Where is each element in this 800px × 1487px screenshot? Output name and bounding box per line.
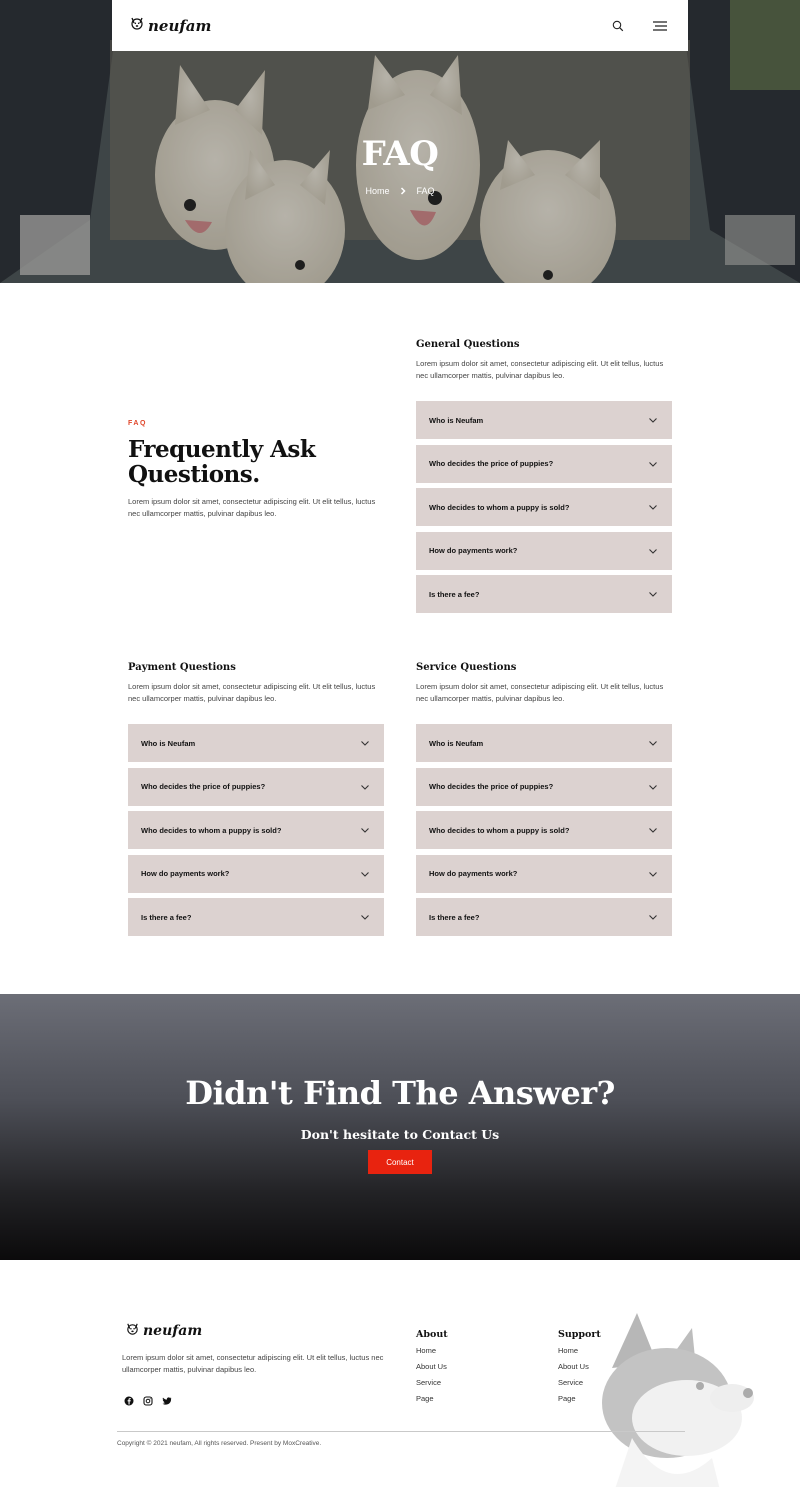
accordion-question: Who decides the price of puppies? bbox=[141, 782, 266, 791]
footer-about bbox=[416, 1329, 448, 1404]
cta-title: Didn't Find The Answer? bbox=[185, 1074, 615, 1112]
accordion-question: Who decides to whom a puppy is sold? bbox=[429, 825, 570, 835]
accordion-item[interactable] bbox=[416, 575, 672, 613]
footer-link-home[interactable]: Home bbox=[558, 1346, 579, 1355]
accordion-item[interactable] bbox=[416, 724, 672, 762]
dog-face-icon bbox=[125, 1321, 140, 1341]
accordion-question: Who is Neufam bbox=[429, 415, 484, 425]
cta-subtitle: Don't hesitate to Contact Us bbox=[300, 1127, 500, 1142]
group-text: Lorem ipsum dolor sit amet, consectetur adipiscing elit. Ut elit tellus, luctus nec ullamcorper mattis, pulvinar dapibus leo. bbox=[416, 359, 664, 380]
footer-link-about-us[interactable]: About Us bbox=[558, 1362, 589, 1371]
accordion-item[interactable] bbox=[128, 898, 384, 936]
footer-link-service[interactable]: Service bbox=[558, 1378, 584, 1387]
top-navbar bbox=[112, 0, 688, 51]
twitter-icon[interactable] bbox=[162, 1396, 172, 1406]
accordion-question: Who decides the price of puppies? bbox=[429, 782, 554, 791]
footer-logo[interactable] bbox=[125, 1321, 202, 1341]
payment-questions bbox=[128, 662, 384, 942]
footer-text: Lorem ipsum dolor sit amet, consectetur adipiscing elit. Ut elit tellus, luctus nec ullamcorper mattis, pulvinar dapibus leo. bbox=[122, 1353, 384, 1374]
footer-link-about-us[interactable]: About Us bbox=[416, 1362, 447, 1371]
chevron-down-icon bbox=[647, 911, 659, 923]
footer-support bbox=[558, 1329, 601, 1404]
accordion-list bbox=[416, 401, 672, 613]
faq-heading: Frequently Ask Questions. bbox=[128, 436, 316, 488]
accordion-question: Who is Neufam bbox=[141, 738, 196, 748]
accordion-question: Who is Neufam bbox=[429, 738, 484, 748]
breadcrumb bbox=[0, 185, 800, 196]
accordion-question: How do payments work? bbox=[141, 869, 230, 878]
chevron-down-icon bbox=[359, 781, 371, 793]
chevron-down-icon bbox=[647, 781, 659, 793]
contact-cta bbox=[0, 994, 800, 1260]
breadcrumb-current: FAQ bbox=[416, 185, 435, 196]
accordion-list bbox=[416, 724, 672, 936]
footer-col-title: About bbox=[416, 1329, 448, 1340]
chevron-down-icon bbox=[647, 501, 659, 513]
chevron-down-icon bbox=[647, 737, 659, 749]
accordion-item[interactable] bbox=[128, 768, 384, 806]
accordion-question: How do payments work? bbox=[429, 869, 518, 878]
accordion-question: Is there a fee? bbox=[429, 912, 480, 922]
accordion-item[interactable] bbox=[128, 855, 384, 893]
social-links bbox=[124, 1396, 172, 1406]
accordion-item[interactable] bbox=[128, 811, 384, 849]
instagram-icon[interactable] bbox=[143, 1396, 153, 1406]
accordion-question: How do payments work? bbox=[429, 546, 518, 555]
group-text: Lorem ipsum dolor sit amet, consectetur adipiscing elit. Ut elit tellus, luctus nec ullamcorper mattis, pulvinar dapibus leo. bbox=[128, 682, 376, 703]
footer-link-home[interactable]: Home bbox=[416, 1346, 437, 1355]
chevron-down-icon bbox=[647, 545, 659, 557]
dog-face-icon bbox=[129, 15, 145, 36]
accordion-item[interactable] bbox=[416, 811, 672, 849]
accordion-item[interactable] bbox=[128, 724, 384, 762]
faq-intro-text: Lorem ipsum dolor sit amet, consectetur adipiscing elit. Ut elit tellus, luctus nec ullamcorper mattis, pulvinar dapibus leo. bbox=[128, 497, 376, 518]
chevron-down-icon bbox=[647, 824, 659, 836]
chevron-down-icon bbox=[359, 737, 371, 749]
brand-name: neufam bbox=[143, 1323, 203, 1339]
chevron-down-icon bbox=[359, 868, 371, 880]
group-text: Lorem ipsum dolor sit amet, consectetur adipiscing elit. Ut elit tellus, luctus nec ullamcorper mattis, pulvinar dapibus leo. bbox=[416, 682, 664, 703]
accordion-item[interactable] bbox=[416, 445, 672, 483]
brand-name: neufam bbox=[148, 16, 212, 35]
accordion-list bbox=[128, 724, 384, 936]
facebook-icon[interactable] bbox=[124, 1396, 134, 1406]
accordion-item[interactable] bbox=[416, 401, 672, 439]
footer-divider bbox=[117, 1431, 685, 1432]
chevron-down-icon bbox=[647, 414, 659, 426]
accordion-item[interactable] bbox=[416, 855, 672, 893]
chevron-down-icon bbox=[647, 458, 659, 470]
faq-intro bbox=[128, 420, 388, 520]
footer-col-title: Support bbox=[558, 1329, 601, 1340]
accordion-question: Who decides the price of puppies? bbox=[429, 459, 554, 468]
faq-eyebrow: FAQ bbox=[128, 420, 147, 427]
group-title: Payment Questions bbox=[128, 662, 236, 673]
accordion-item[interactable] bbox=[416, 532, 672, 570]
accordion-question: Is there a fee? bbox=[429, 589, 480, 599]
accordion-question: Who decides to whom a puppy is sold? bbox=[429, 502, 570, 512]
service-questions bbox=[416, 662, 672, 942]
page-title: FAQ bbox=[361, 134, 439, 174]
contact-button[interactable]: Contact bbox=[368, 1150, 432, 1174]
accordion-item[interactable] bbox=[416, 898, 672, 936]
footer-link-page[interactable]: Page bbox=[416, 1394, 434, 1403]
chevron-down-icon bbox=[359, 911, 371, 923]
site-footer bbox=[0, 1260, 800, 1487]
footer-link-service[interactable]: Service bbox=[416, 1378, 442, 1387]
chevron-down-icon bbox=[647, 868, 659, 880]
hamburger-menu-icon[interactable] bbox=[649, 15, 671, 37]
accordion-item[interactable] bbox=[416, 488, 672, 526]
brand-logo[interactable] bbox=[129, 15, 211, 36]
accordion-question: Who decides to whom a puppy is sold? bbox=[141, 825, 282, 835]
group-title: Service Questions bbox=[416, 662, 517, 673]
accordion-question: Is there a fee? bbox=[141, 912, 192, 922]
chevron-down-icon bbox=[647, 588, 659, 600]
chevron-down-icon bbox=[359, 824, 371, 836]
search-icon[interactable] bbox=[607, 15, 629, 37]
copyright: Copyright © 2021 neufam, All rights reserved. Present by MoxCreative. bbox=[117, 1440, 322, 1447]
accordion-item[interactable] bbox=[416, 768, 672, 806]
footer-link-page[interactable]: Page bbox=[558, 1394, 576, 1403]
general-questions bbox=[416, 339, 672, 619]
group-title: General Questions bbox=[416, 339, 520, 350]
breadcrumb-home[interactable]: Home bbox=[365, 185, 390, 196]
chevron-right-icon bbox=[398, 186, 408, 196]
